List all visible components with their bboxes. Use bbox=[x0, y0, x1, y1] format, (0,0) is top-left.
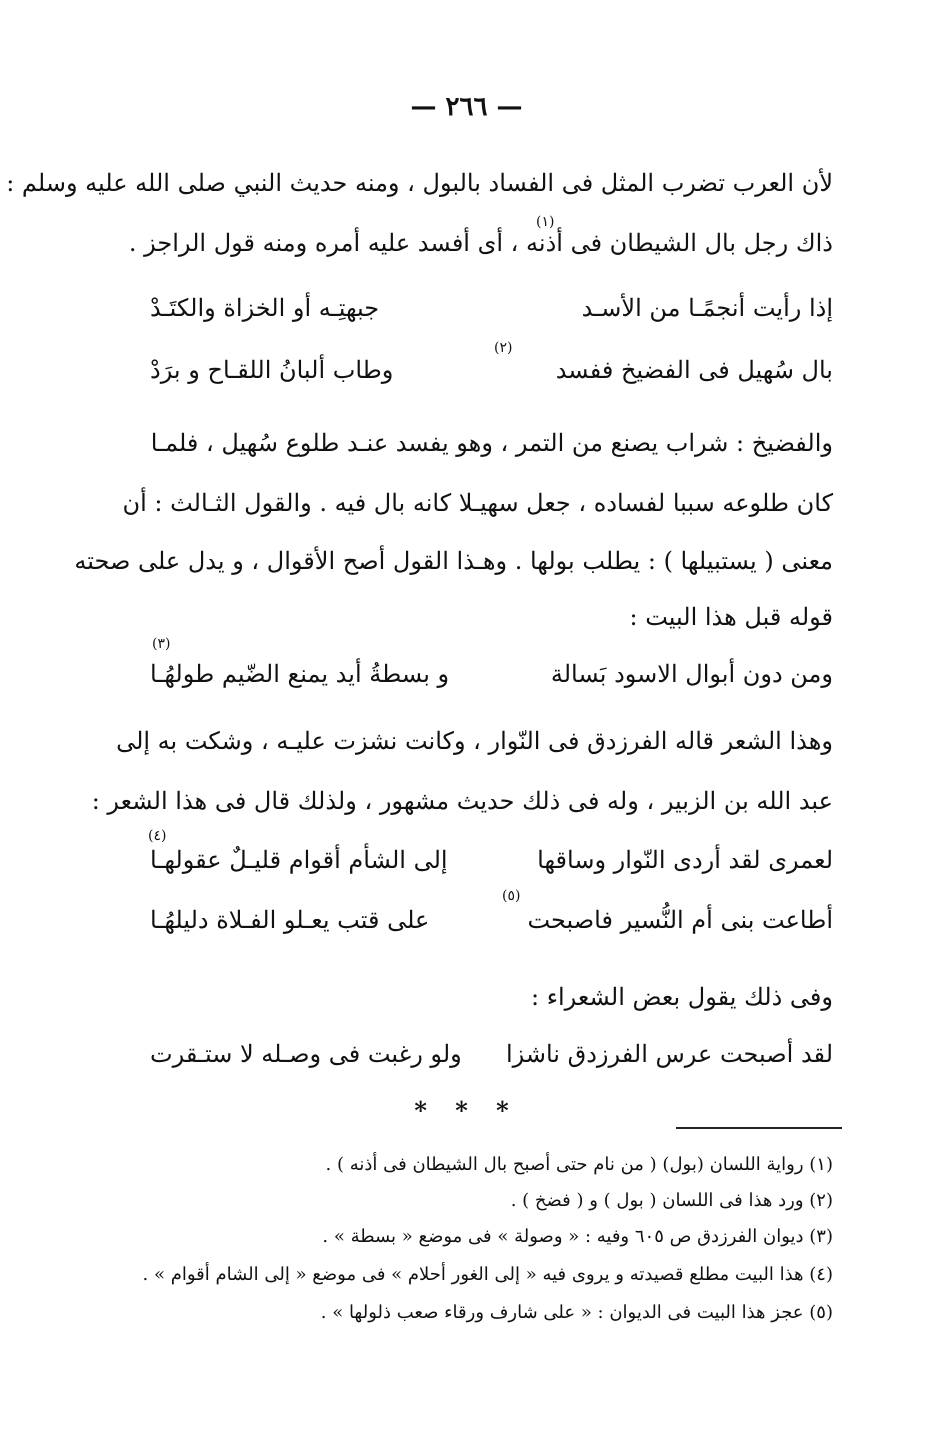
verse-hemistich-second: وطاب ألبانُ اللقـاح و برَدْ bbox=[150, 356, 394, 384]
verse-hemistich-second: جبهتِـه أو الخزاة والكتَـدْ bbox=[150, 294, 380, 322]
paragraph-line: عبد الله بن الزبير ، وله فى ذلك حديث مشهور ، ولذلك قال فى هذا الشعر : bbox=[91, 787, 833, 815]
section-separator: * * * bbox=[414, 1096, 519, 1125]
footnote-divider bbox=[676, 1127, 842, 1129]
page-number: — ٢٦٦ — bbox=[410, 92, 523, 122]
footnote: (٣) ديوان الفرزدق ص ٦٠٥ وفيه : « وصولة » فى موضع « بسطة » . bbox=[322, 1226, 833, 1247]
footnote: (٤) هذا البيت مطلع قصيدته و يروى فيه « إلى الغور أحلام » فى موضع « إلى الشام أقوام » . bbox=[142, 1264, 833, 1285]
footnote: (٢) ورد هذا فى اللسان ( بول ) و ( فضخ ) . bbox=[510, 1190, 833, 1211]
paragraph-line: معنى ( يستبيلها ) : يطلب بولها . وهـذا القول أصح الأقوال ، و يدل على صحته bbox=[74, 547, 833, 575]
footnote-marker-1[interactable]: (١) bbox=[536, 214, 555, 230]
verse-hemistich-second: إلى الشأم أقوام قليـلٌ عقولهـا bbox=[150, 846, 448, 874]
verse-hemistich-second: و بسطةُ أيد يمنع الضّيم طولهُـا bbox=[150, 660, 450, 688]
verse-hemistich-first: بال سُهيل فى الفضيخ ففسد bbox=[555, 356, 833, 384]
footnote: (٥) عجز هذا البيت فى الديوان : « على شارف ورقاء صعب ذلولها » . bbox=[320, 1302, 833, 1323]
verse-hemistich-first: لعمرى لقد أردى النّوار وساقها bbox=[537, 846, 833, 874]
footnote-marker-3[interactable]: (٣) bbox=[152, 636, 171, 652]
paragraph-line: قوله قبل هذا البيت : bbox=[629, 603, 833, 631]
verse-line bbox=[92, 846, 833, 886]
verse-line bbox=[92, 1040, 833, 1080]
footnote: (١) رواية اللسان (بول) ( من نام حتى أصبح بال الشيطان فى أذنه ) . bbox=[325, 1154, 833, 1175]
verse-hemistich-first: ومن دون أبوال الاسود بَسالة bbox=[550, 660, 833, 688]
paragraph-line: كان طلوعه سببا لفساده ، جعل سهيـلا كانه بال فيه . والقول الثـالث : أن bbox=[122, 489, 833, 517]
paragraph-line: وهذا الشعر قاله الفرزدق فى النّوار ، وكانت نشزت عليـه ، وشكت به إلى bbox=[116, 727, 833, 755]
paragraph-line: وفى ذلك يقول بعض الشعراء : bbox=[530, 983, 833, 1011]
footnote-marker-5[interactable]: (٥) bbox=[502, 888, 521, 904]
verse-hemistich-first: أطاعت بنى أم النُّسير فاصبحت bbox=[527, 906, 833, 934]
verse-line bbox=[92, 906, 833, 946]
paragraph-line: لأن العرب تضرب المثل فى الفساد بالبول ، ومنه حديث النبي صلى الله عليه وسلم : bbox=[6, 169, 833, 197]
paragraph-line: ذاك رجل بال الشيطان فى أذنه ، أى أفسد عليه أمره ومنه قول الراجز . bbox=[128, 229, 833, 257]
verse-line bbox=[92, 356, 833, 396]
verse-hemistich-first: لقد أصبحت عرس الفرزدق ناشزا bbox=[505, 1040, 833, 1068]
verse-hemistich-second: على قتب يعـلو الفـلاة دليلهُـا bbox=[150, 906, 430, 934]
verse-line bbox=[92, 294, 833, 334]
verse-line bbox=[92, 660, 833, 700]
paragraph-line: والفضيخ : شراب يصنع من التمر ، وهو يفسد عنـد طلوع سُهيل ، فلمـا bbox=[150, 429, 833, 457]
footnote-marker-4[interactable]: (٤) bbox=[148, 828, 167, 844]
verse-hemistich-first: إذا رأيت أنجمًـا من الأسـد bbox=[581, 294, 833, 322]
verse-hemistich-second: ولو رغبت فى وصـله لا ستـقرت bbox=[150, 1040, 462, 1068]
footnote-marker-2[interactable]: (٢) bbox=[494, 340, 513, 356]
